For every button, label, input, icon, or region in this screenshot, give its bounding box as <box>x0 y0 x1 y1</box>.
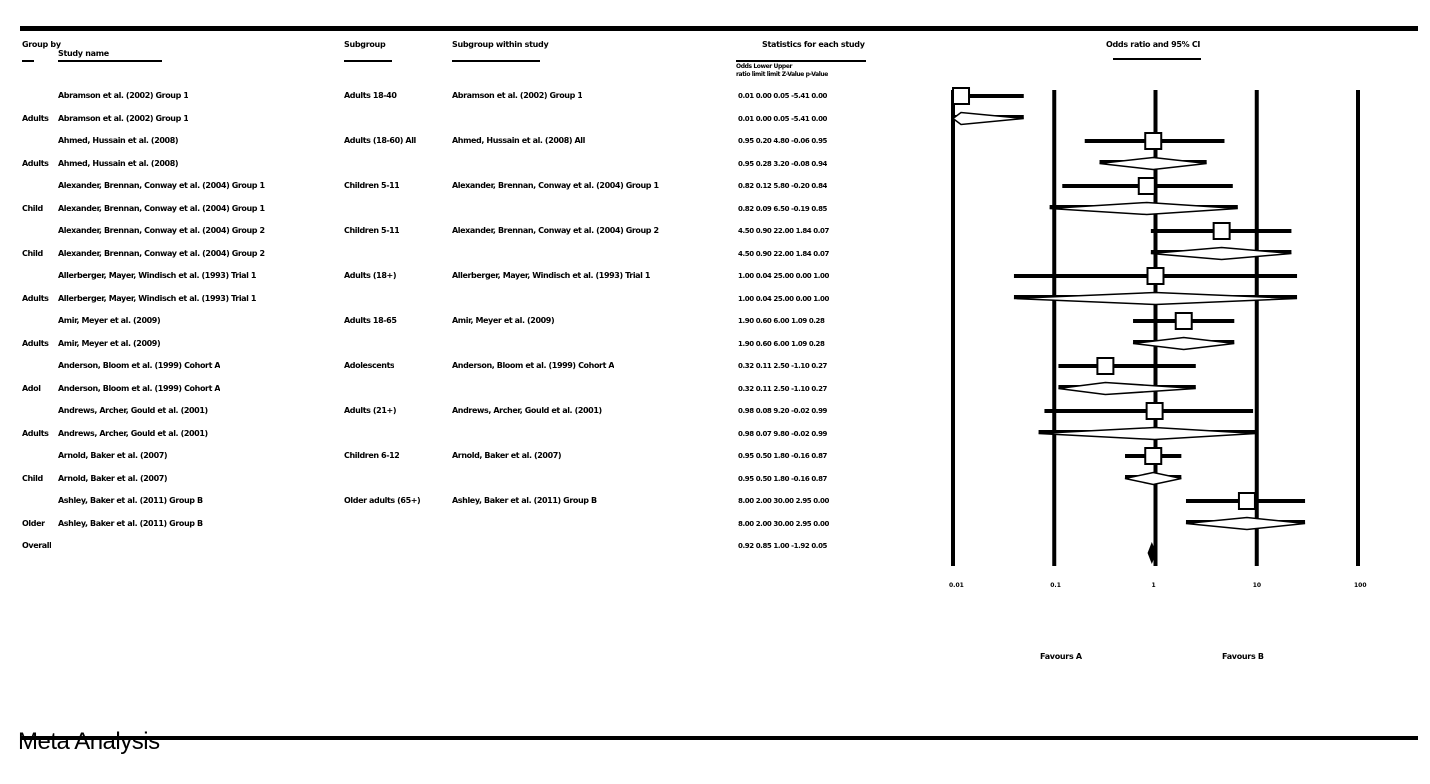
pooled-diamond <box>1100 158 1207 170</box>
pooled-diamond <box>1151 248 1292 260</box>
stat-values-cell: 0.95 0.20 4.80 -0.06 0.95 <box>738 137 828 145</box>
subgroup-study-cell: Allerberger, Mayer, Windisch et al. (1993) Trial 1 <box>452 271 651 280</box>
stat-values-cell: 8.00 2.00 30.00 2.95 0.00 <box>738 497 829 505</box>
subgroup-cell: Adults 18-40 <box>344 91 397 100</box>
study-name-cell: Alexander, Brennan, Conway et al. (2004) Group 1 <box>58 203 265 213</box>
header-subgroup: Subgroup <box>344 40 386 49</box>
subgroup-cell: Adolescents <box>344 361 395 370</box>
header-stat-columns: ratio limit limit Z-Value p-Value <box>736 71 828 78</box>
subgroup-study-cell: Ahmed, Hussain et al. (2008) All <box>452 136 585 145</box>
subgroup-cell: Adults (21+) <box>344 406 397 415</box>
pooled-diamond <box>1186 518 1305 530</box>
pooled-diamond <box>953 113 1024 125</box>
subgroup-cell: Children 6-12 <box>344 451 400 460</box>
study-name-cell: Abramson et al. (2002) Group 1 <box>58 91 189 100</box>
stat-values-cell: 0.95 0.28 3.20 -0.08 0.94 <box>738 159 828 168</box>
header-stat-columns: Odds Lower Upper <box>736 63 793 70</box>
pooled-diamond <box>1125 473 1181 485</box>
study-name-cell: Allerberger, Mayer, Windisch et al. (1993) Trial 1 <box>58 271 257 280</box>
study-name-cell: Anderson, Bloom et al. (1999) Cohort A <box>58 383 221 393</box>
pooled-diamond <box>1058 383 1195 395</box>
effect-box <box>1139 178 1155 194</box>
stat-values-cell: 0.95 0.50 1.80 -0.16 0.87 <box>738 452 828 460</box>
header-group: Group by <box>22 40 61 49</box>
tick-label: 0.01 <box>949 582 964 589</box>
stat-values-cell: 0.01 0.00 0.05 -5.41 0.00 <box>738 114 828 123</box>
study-name-cell: Alexander, Brennan, Conway et al. (2004) Group 1 <box>58 181 265 190</box>
subgroup-cell: Adults 18-65 <box>344 316 397 325</box>
stat-values-cell: 0.92 0.85 1.00 -1.92 0.05 <box>738 542 828 550</box>
stat-values-cell: 0.32 0.11 2.50 -1.10 0.27 <box>738 384 828 393</box>
subgroup-study-cell: Alexander, Brennan, Conway et al. (2004) Group 1 <box>452 181 659 190</box>
favours-left-label: Favours A <box>1040 652 1082 661</box>
stat-values-cell: 1.90 0.60 6.00 1.09 0.28 <box>738 339 825 348</box>
effect-box <box>953 88 969 104</box>
footer-title: Meta Analysis <box>18 728 160 755</box>
effect-box <box>1145 133 1161 149</box>
effect-box <box>1145 448 1161 464</box>
effect-box <box>1176 313 1192 329</box>
stat-values-cell: 1.00 0.04 25.00 0.00 1.00 <box>738 272 829 280</box>
study-name-cell: Alexander, Brennan, Conway et al. (2004) Group 2 <box>58 226 265 235</box>
group-cell: Adults <box>22 428 49 438</box>
favours-right-label: Favours B <box>1222 652 1264 661</box>
group-cell: Child <box>22 248 43 258</box>
study-name-cell: Andrews, Archer, Gould et al. (2001) <box>58 428 208 438</box>
effect-box <box>1147 403 1163 419</box>
pooled-diamond <box>1039 428 1256 440</box>
pooled-diamond <box>1014 293 1297 305</box>
stat-values-cell: 0.82 0.09 6.50 -0.19 0.85 <box>738 204 828 213</box>
study-name-cell: Arnold, Baker et al. (2007) <box>58 473 168 483</box>
stat-values-cell: 1.90 0.60 6.00 1.09 0.28 <box>738 317 825 325</box>
study-name-cell: Ahmed, Hussain et al. (2008) <box>58 136 179 145</box>
study-name-cell: Abramson et al. (2002) Group 1 <box>58 113 189 123</box>
stat-values-cell: 4.50 0.90 22.00 1.84 0.07 <box>738 249 829 258</box>
group-cell: Overall <box>22 541 52 550</box>
study-name-cell: Amir, Meyer et al. (2009) <box>58 338 161 348</box>
study-name-cell: Alexander, Brennan, Conway et al. (2004) Group 2 <box>58 248 265 258</box>
group-cell: Adults <box>22 113 49 123</box>
group-cell: Adults <box>22 338 49 348</box>
tick-label: 100 <box>1354 582 1367 589</box>
subgroup-cell: Adults (18-60) All <box>344 136 416 145</box>
stat-values-cell: 0.95 0.50 1.80 -0.16 0.87 <box>738 474 828 483</box>
study-name-cell: Andrews, Archer, Gould et al. (2001) <box>58 406 208 415</box>
subgroup-cell: Adults (18+) <box>344 271 397 280</box>
group-cell: Older <box>22 518 45 528</box>
pooled-diamond <box>1133 338 1234 350</box>
subgroup-study-cell: Amir, Meyer et al. (2009) <box>452 316 555 325</box>
tick-label: 0.1 <box>1050 582 1061 589</box>
subgroup-cell: Children 5-11 <box>344 181 400 190</box>
study-name-cell: Arnold, Baker et al. (2007) <box>58 451 168 460</box>
header-subgroup-study: Subgroup within study <box>452 40 549 49</box>
stat-values-cell: 8.00 2.00 30.00 2.95 0.00 <box>738 519 829 528</box>
tick-label: 10 <box>1252 582 1262 589</box>
subgroup-cell: Older adults (65+) <box>344 496 421 505</box>
stat-values-cell: 0.01 0.00 0.05 -5.41 0.00 <box>738 92 828 100</box>
effect-box <box>1239 493 1255 509</box>
subgroup-study-cell: Arnold, Baker et al. (2007) <box>452 451 562 460</box>
effect-box <box>1097 358 1113 374</box>
study-name-cell: Ashley, Baker et al. (2011) Group B <box>58 518 203 528</box>
stat-values-cell: 0.98 0.07 9.80 -0.02 0.99 <box>738 429 828 438</box>
group-cell: Adol <box>22 383 41 393</box>
header-plot: Odds ratio and 95% CI <box>1106 40 1201 49</box>
stat-values-cell: 0.82 0.12 5.80 -0.20 0.84 <box>738 182 828 190</box>
group-cell: Adults <box>22 158 49 168</box>
stat-values-cell: 4.50 0.90 22.00 1.84 0.07 <box>738 227 829 235</box>
study-name-cell: Ahmed, Hussain et al. (2008) <box>58 158 179 168</box>
header-study-name: Study name <box>58 49 109 58</box>
stat-values-cell: 0.32 0.11 2.50 -1.10 0.27 <box>738 362 828 370</box>
stat-values-cell: 0.98 0.08 9.20 -0.02 0.99 <box>738 407 828 415</box>
stat-values-cell: 1.00 0.04 25.00 0.00 1.00 <box>738 294 829 303</box>
subgroup-cell: Children 5-11 <box>344 226 400 235</box>
effect-box <box>1214 223 1230 239</box>
effect-box <box>1148 268 1164 284</box>
tick-label: 1 <box>1151 582 1156 589</box>
group-cell: Child <box>22 473 43 483</box>
subgroup-study-cell: Abramson et al. (2002) Group 1 <box>452 91 583 100</box>
subgroup-study-cell: Anderson, Bloom et al. (1999) Cohort A <box>452 361 615 370</box>
pooled-diamond <box>1050 203 1238 215</box>
study-name-cell: Allerberger, Mayer, Windisch et al. (1993) Trial 1 <box>58 293 257 303</box>
group-cell: Adults <box>22 293 49 303</box>
group-cell: Child <box>22 203 43 213</box>
header-statistics: Statistics for each study <box>762 40 865 49</box>
study-name-cell: Ashley, Baker et al. (2011) Group B <box>58 496 203 505</box>
study-name-cell: Anderson, Bloom et al. (1999) Cohort A <box>58 361 221 370</box>
subgroup-study-cell: Andrews, Archer, Gould et al. (2001) <box>452 406 602 415</box>
study-name-cell: Amir, Meyer et al. (2009) <box>58 316 161 325</box>
subgroup-study-cell: Ashley, Baker et al. (2011) Group B <box>452 496 597 505</box>
subgroup-study-cell: Alexander, Brennan, Conway et al. (2004) Group 2 <box>452 226 659 235</box>
